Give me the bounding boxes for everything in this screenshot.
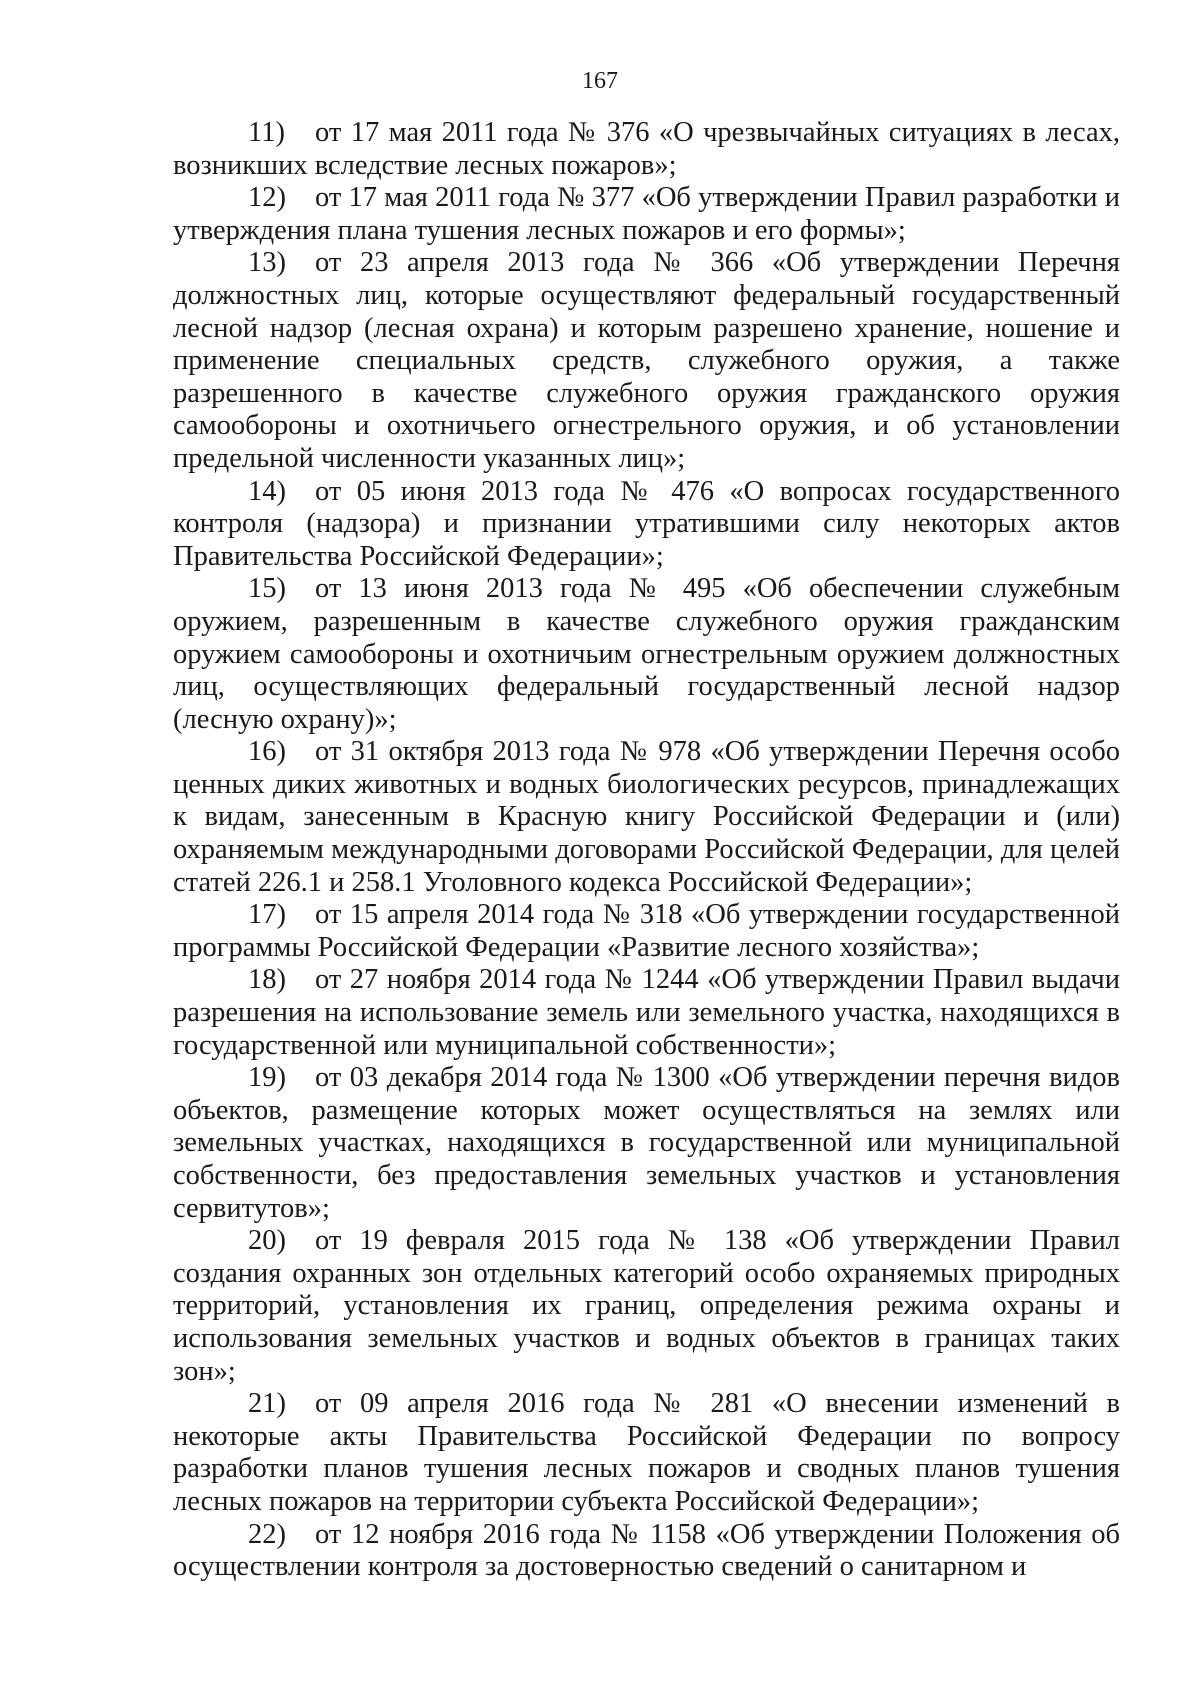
item-number: 16) bbox=[248, 736, 286, 768]
list-item bbox=[173, 247, 1120, 475]
item-text: от 12 ноября 2016 года № 1158 «Об утверждении Положения об осуществлении контроля за достоверностью сведений о санитарном и bbox=[173, 1518, 1120, 1583]
item-number: 17) bbox=[248, 899, 286, 931]
item-text: от 31 октября 2013 года № 978 «Об утверждении Перечня особо ценных диких животных и водных биологических ресурсов, принадлежащих к видам, занесенным в Красную книгу Российской Федерации и (или) охраняемым международными договорами Российской Федерации, для целей статей 226.1 и 258.1 Уголовного кодекса Российской Федерации»; bbox=[173, 736, 1120, 898]
list-item bbox=[173, 117, 1120, 182]
list-item bbox=[173, 964, 1120, 1062]
item-number: 22) bbox=[248, 1518, 286, 1550]
item-text: от 27 ноября 2014 года № 1244 «Об утверждении Правил выдачи разрешения на использование земель или земельного участка, находящихся в государственной или муниципальной собственности»; bbox=[173, 964, 1120, 1061]
list-item bbox=[173, 1388, 1120, 1518]
item-text: от 05 июня 2013 года № 476 «О вопросах государственного контроля (надзора) и признании утратившими силу некоторых актов Правительства Российской Федерации»; bbox=[173, 475, 1120, 572]
item-text: от 19 февраля 2015 года № 138 «Об утверждении Правил создания охранных зон отдельных категорий особо охраняемых природных территорий, установления их границ, определения режима охраны и использования земельных участков и водных объектов в границах таких зон»; bbox=[173, 1225, 1120, 1387]
document-body bbox=[173, 117, 1120, 1584]
list-item bbox=[173, 1519, 1120, 1584]
list-item bbox=[173, 1062, 1120, 1225]
item-number: 15) bbox=[248, 573, 286, 605]
item-number: 14) bbox=[248, 475, 286, 507]
item-number: 13) bbox=[248, 247, 286, 279]
page-number: 167 bbox=[582, 68, 618, 94]
list-item bbox=[173, 1225, 1120, 1388]
item-text: от 15 апреля 2014 года № 318 «Об утверждении государственной программы Российской Федерации «Развитие лесного хозяйства»; bbox=[173, 899, 1120, 963]
list-item bbox=[173, 182, 1120, 247]
item-number: 20) bbox=[248, 1225, 286, 1257]
item-text: от 13 июня 2013 года № 495 «Об обеспечении служебным оружием, разрешенным в качестве служебного оружия гражданским оружием самообороны и охотничьим огнестрельным оружием должностных лиц, осуществляющих федеральный государственный лесной надзор (лесную охрану)»; bbox=[173, 573, 1120, 735]
list-item bbox=[173, 899, 1120, 964]
item-number: 19) bbox=[248, 1062, 286, 1094]
item-number: 18) bbox=[248, 964, 286, 996]
item-text: от 09 апреля 2016 года № 281 «О внесении изменений в некоторые акты Правительства Российской Федерации по вопросу разработки планов тушения лесных пожаров и сводных планов тушения лесных пожаров на территории субъекта Российской Федерации»; bbox=[173, 1388, 1120, 1517]
item-text: от 03 декабря 2014 года № 1300 «Об утверждении перечня видов объектов, размещение которых может осуществляться на землях или земельных участках, находящихся в государственной или муниципальной собственности, без предоставления земельных участков и установления сервитутов»; bbox=[173, 1062, 1120, 1224]
item-text: от 23 апреля 2013 года № 366 «Об утверждении Перечня должностных лиц, которые осуществляют федеральный государственный лесной надзор (лесная охрана) и которым разрешено хранение, ношение и применение специальных средств, служебного оружия, а также разрешенного в качестве служебного оружия гражданского оружия самообороны и охотничьего огнестрельного оружия, и об установлении предельной численности указанных лиц»; bbox=[173, 247, 1120, 474]
item-text: от 17 мая 2011 года № 376 «О чрезвычайных ситуациях в лесах, возникших вследствие лесных пожаров»; bbox=[173, 117, 1120, 181]
list-item bbox=[173, 736, 1120, 899]
item-number: 11) bbox=[248, 117, 285, 148]
item-text: от 17 мая 2011 года № 377 «Об утверждении Правил разработки и утверждения плана тушения лесных пожаров и его формы»; bbox=[173, 182, 1120, 246]
item-number: 12) bbox=[248, 182, 286, 214]
list-item bbox=[173, 476, 1120, 574]
item-number: 21) bbox=[248, 1388, 286, 1420]
list-item bbox=[173, 573, 1120, 736]
